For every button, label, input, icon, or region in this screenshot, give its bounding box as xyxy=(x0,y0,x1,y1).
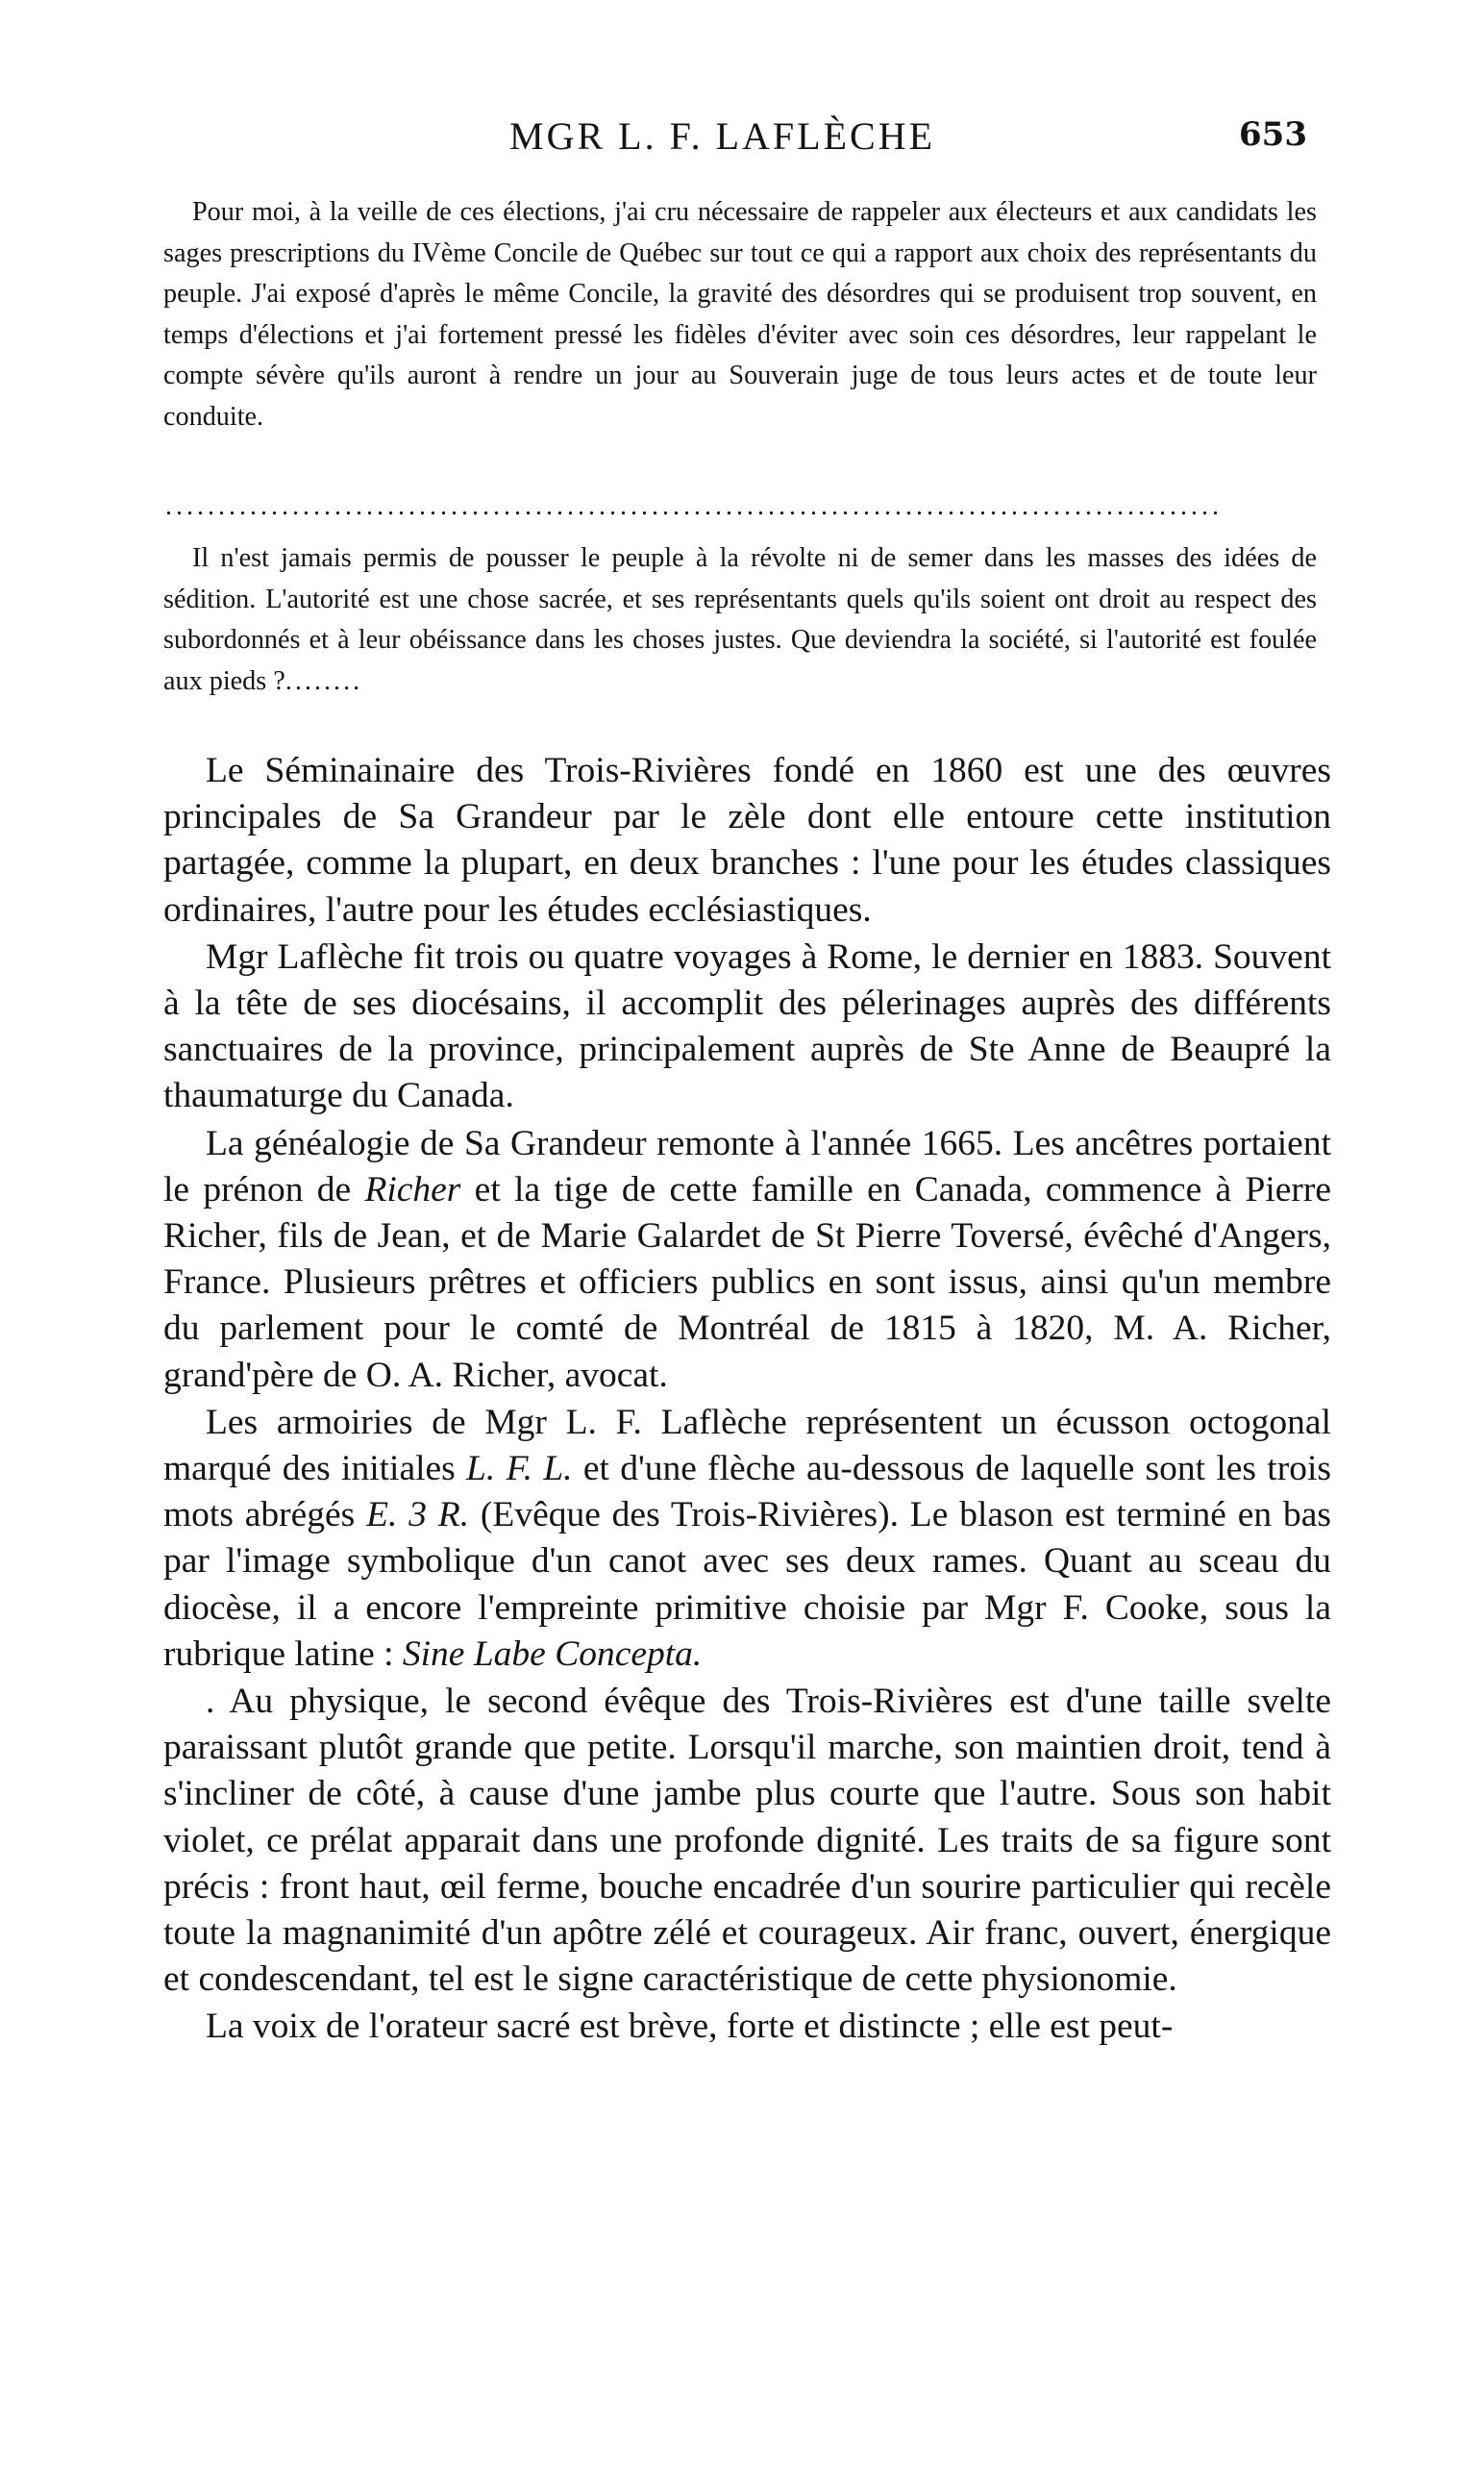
genealogy-text-c: et la tige de cette famille en Canada, commence à Pierre Richer, fils de Jean, et de Marie Galardet de St Pierre Toversé, évêché d'Angers, France. Plusieurs prêtres et officiers publics en sont issus, ainsi qu'un membre du parlement pour le comté de Montréal de 1815 à 1820, M. A. Richer, grand'père de O. A. Richer, avocat. xyxy=(163,1169,1331,1395)
quote-text: Il n'est jamais permis de pousser le peuple à la révolte ni de semer dans les masses des idées de sédition. L'autorité est une chose sacrée, et ses représentants quels qu'ils soient ont droit au respect des subordonnés et à leur obéissance dans les choses justes. Que deviendra la société, si l'autorité est foulée aux pieds ? xyxy=(163,543,1317,696)
paragraph-voyages: Mgr Laflèche fit trois ou quatre voyages à Rome, le dernier en 1883. Souvent à la tête de ses diocésains, il accomplit des pélerinages auprès des différents sanctuaires de la province, principalement auprès de Ste Anne de Beaupré la thaumaturge du Canada. xyxy=(163,936,1331,1116)
paragraph-genealogy xyxy=(163,1121,1331,1399)
running-title: MGR L. F. LAFLÈCHE xyxy=(509,114,936,158)
trailing-dots: ........ xyxy=(284,665,363,696)
quote-paragraph xyxy=(163,538,1317,702)
armorials-text-a: Les armoiries de Mgr L. F. Laflèche représentent un écusson octogonal marqué des initiales xyxy=(163,1402,1331,1489)
genealogy-text-a: La généalogie de Sa Grandeur remonte à l'année 1665. Les ancêtres portaient le prénon de xyxy=(163,1123,1331,1210)
latin-motto-italic: Sine Labe Concepta. xyxy=(402,1634,703,1674)
paragraph-physique: . Au physique, le second évêque des Trois-Rivières est d'une taille svelte paraissant plutôt grande que petite. Lorsqu'il marche, son maintien droit, tend à s'incliner de côté, à cause d'une jambe plus courte que l'autre. Sous son habit violet, ce prélat apparait dans une profonde dignité. Les traits de sa figure sont précis : front haut, œil ferme, bouche encadrée d'un sourire particulier qui recèle toute la magnanimité d'un apôtre zélé et courageux. Air franc, ouvert, énergique et condescendant, tel est le signe caractéristique de cette physionomie. xyxy=(163,1682,1331,2000)
initials-italic: L. F. L. xyxy=(466,1449,573,1489)
quoted-letter-excerpt-2 xyxy=(163,538,1317,702)
paragraph-seminary: Le Séminainaire des Trois-Rivières fondé en 1860 est une des œuvres principales de Sa Grandeur par le zèle dont elle entoure cette institution partagée, comme la plupart, en deux branches : l'une pour les études classiques ordinaires, l'autre pour les études ecclésiastiques. xyxy=(163,751,1331,930)
quoted-letter-excerpt-1 xyxy=(163,192,1317,437)
surname-italic: Richer xyxy=(364,1169,461,1210)
abbreviation-italic: E. 3 R. xyxy=(366,1495,470,1535)
paragraph-voice: La voix de l'orateur sacré est brève, forte et distincte ; elle est peut- xyxy=(206,2007,1174,2047)
page-header xyxy=(163,113,1328,171)
ellipsis-line: .................................................................................................... xyxy=(165,492,1223,521)
main-text xyxy=(163,748,1331,2052)
armorials-text-e: (Evêque des Trois-Rivières). Le blason est terminé en bas par l'image symbolique d'un canot avec ses deux rames. Quant au sceau du diocèse, il a encore l'empreinte primitive choisie par Mgr F. Cooke, sous la rubrique latine : xyxy=(163,1495,1331,1674)
page-number: 653 xyxy=(1239,115,1307,154)
armorials-text-c: et d'une flèche au-dessous de laquelle sont les trois mots abrégés xyxy=(163,1449,1331,1535)
quote-paragraph: Pour moi, à la veille de ces élections, j'ai cru nécessaire de rappeler aux électeurs et aux candidats les sages prescriptions du IVème Concile de Québec sur tout ce qui a rapport aux choix des représentants du peuple. J'ai exposé d'après le même Concile, la gravité des désordres qui se produisent trop souvent, en temps d'élections et j'ai fortement pressé les fidèles d'éviter avec soin ces désordres, leur rappelant le compte sévère qu'ils auront à rendre un jour au Souverain juge de tous leurs actes et de toute leur conduite. xyxy=(163,197,1317,432)
paragraph-armorials xyxy=(163,1400,1331,1678)
